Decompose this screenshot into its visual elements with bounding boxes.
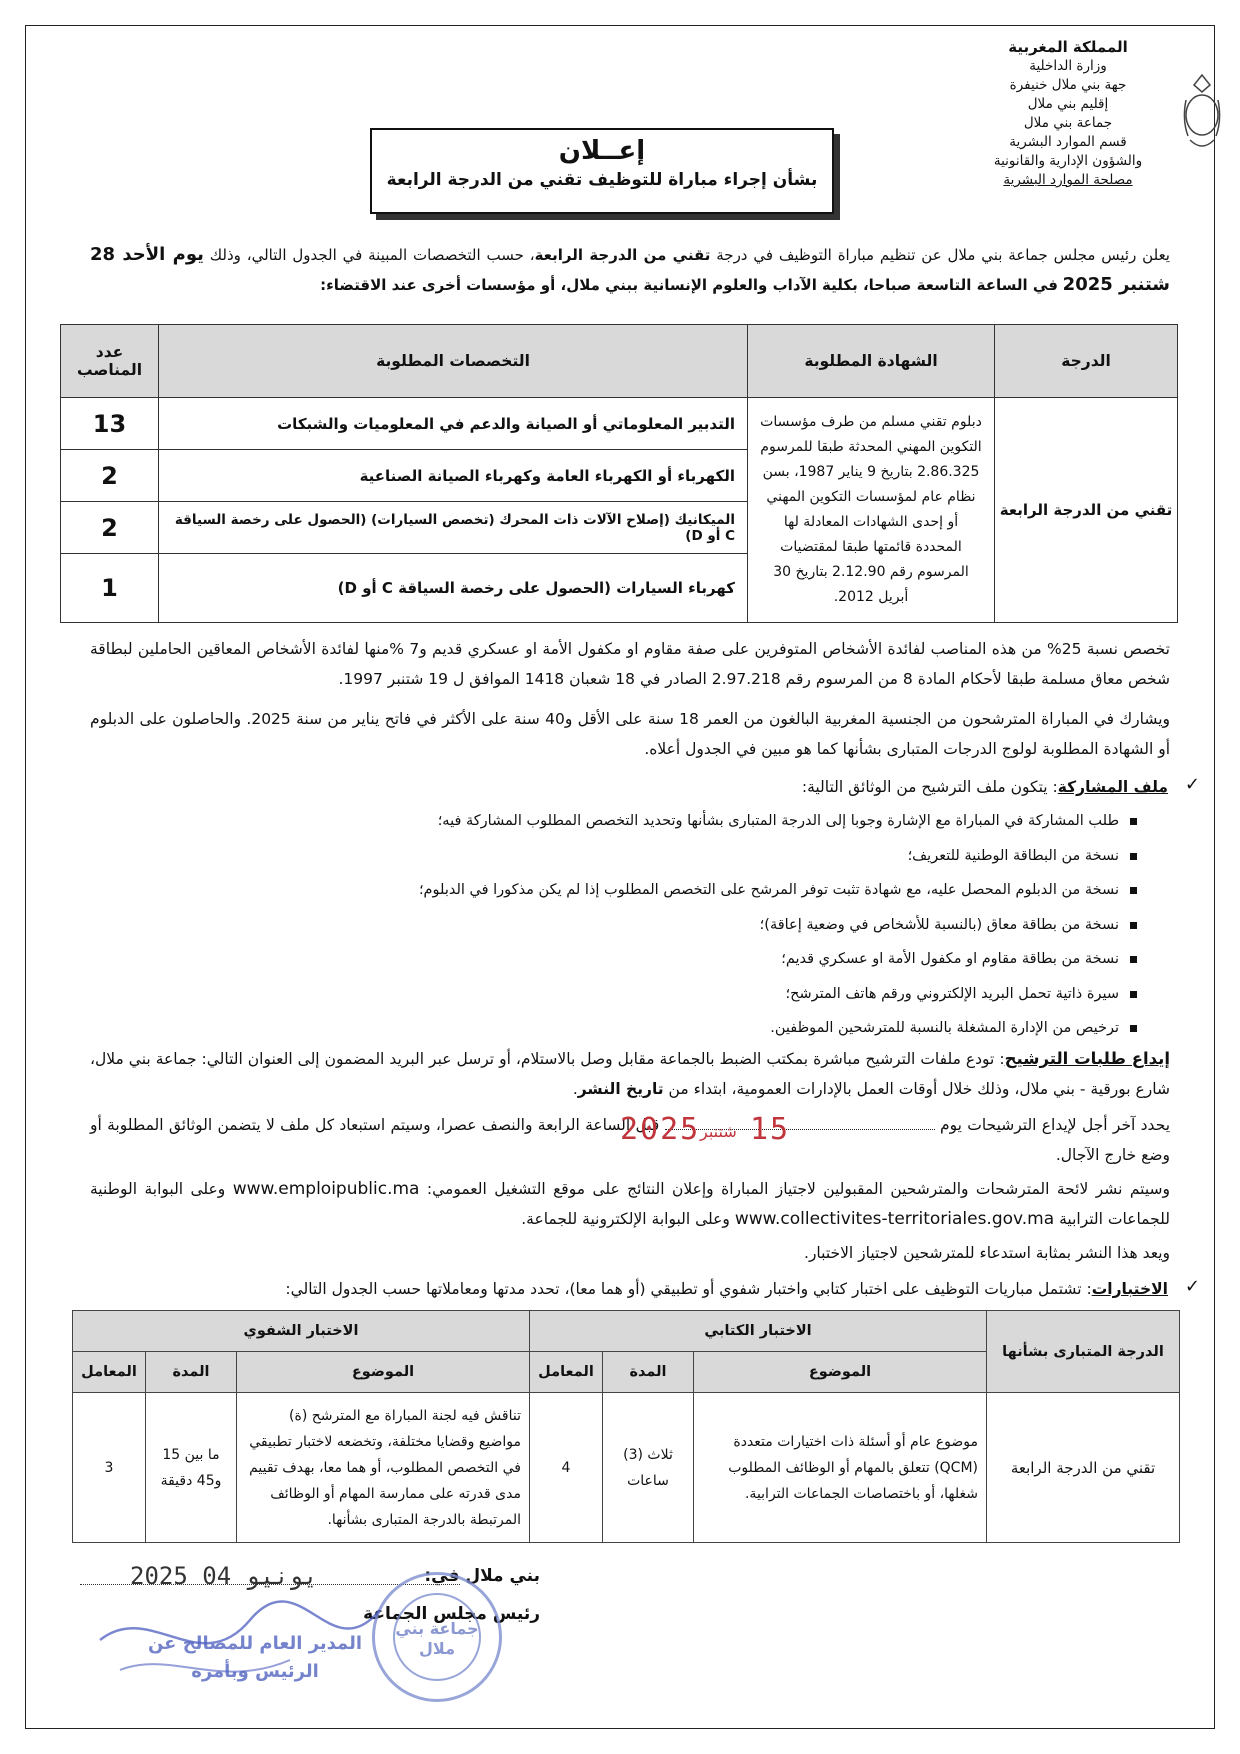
deadline-stamp-year: 2025 (620, 1112, 701, 1147)
written-duration-cell: ثلاث (3) ساعات (603, 1393, 694, 1543)
ministry-header (958, 38, 1178, 190)
specialty-cell: التدبير المعلوماتي أو الصيانة والدعم في المعلوميات والشبكات (159, 398, 748, 450)
announcement-title: إعــلان (558, 136, 646, 166)
col-oral: الاختبار الشفوي (73, 1311, 530, 1352)
deposit-text: : تودع ملفات الترشيح مباشرة بمكتب الضبط بالجماعة مقابل وصل بالاستلام، أو ترسل عبر البريد المضمون إلى العنوان التالي: جماعة بني ملال، شارع بورقية - بني ملال، وذلك خلال أوقات العمل بالإدارات العمومية، ابتداء من (90, 1050, 1170, 1098)
documents-list (145, 804, 1145, 1046)
table-header-row (61, 325, 1178, 398)
publication-text: وسيتم نشر لائحة المترشحات والمترشحين المقبولين لاجتياز المباراة وإعلان النتائج على موقع التشغيل العمومي: (426, 1180, 1170, 1198)
quota-paragraph: تخصص نسبة 25% من هذه المناصب لفائدة الأشخاص المتوفرين على صفة مقاوم او مكفول الأمة او عسكري قديم و7 %منها لفائدة الأشخاص المعاقين الحاملين لبطاقة شخص معاق مسلمة طبقا لأحكام المادة 8 من المرسوم رقم 2.97.218 الصادر في 18 شعبان 1418 الموافق ل 19 شتنبر 1997. (90, 640, 1170, 688)
count-cell: 13 (61, 398, 159, 450)
royal-emblem-icon (1180, 70, 1224, 160)
count-cell: 2 (61, 450, 159, 502)
dossier-intro: : يتكون ملف الترشيح من الوثائق التالية: (801, 778, 1058, 796)
signature-scribble-icon (90, 1580, 390, 1700)
written-subject-cell: موضوع عام أو أسئلة ذات اختيارات متعددة (QCM) تتعلق بالمهام أو الوظائف المطلوب شغلها، أو باختصاصات الجماعات الترابية. (694, 1393, 987, 1543)
list-item: نسخة من بطاقة معاق (بالنسبة للأشخاص في وضعية إعاقة)؛ (145, 908, 1145, 943)
announcement-subtitle: بشأن إجراء مباراة للتوظيف تقني من الدرجة الرابعة (386, 170, 818, 190)
header-line: جماعة بني ملال (1023, 115, 1113, 131)
check-icon: ✓ (1184, 774, 1200, 795)
eligibility-paragraph: ويشارك في المباراة المترشحون من الجنسية المغربية البالغون من العمر 18 سنة على الأقل و40 سنة على الأكثر في فاتح يناير من سنة 2025. والحاصلون على الدبلوم أو الشهادة المطلوبة لولوج الدرجات المتبارى بشأنها كما هو مبين في الجدول أعلاه. (90, 710, 1171, 758)
exam-date: يوم الأحد 28 شتنبر 2025 (90, 244, 1170, 295)
deposit-title: إيداع طلبات الترشيح (1004, 1049, 1171, 1068)
exams-heading (88, 1274, 1168, 1304)
col-certificate: الشهادة المطلوبة (748, 325, 995, 398)
deadline-text: قبل الساعة الرابعة والنصف عصرا، وسيتم استبعاد كل ملف لا يتضمن الوثائق المطلوبة أو وضع خارج الآجال. (90, 1116, 1170, 1164)
header-line: مصلحة الموارد البشرية (1003, 172, 1133, 188)
list-item: نسخة من بطاقة مقاوم او مكفول الأمة او عسكري قديم؛ (145, 942, 1145, 977)
header-line: والشؤون الإدارية والقانونية (993, 153, 1143, 169)
list-item: نسخة من الدبلوم المحصل عليه، مع شهادة تثبت توفر المرشح على التخصص المطلوب إذا لم يكن مذكورا في الدبلوم؛ (145, 873, 1145, 908)
oral-coef-cell: 3 (73, 1393, 146, 1543)
header-line: المملكة المغربية (1008, 38, 1128, 56)
intro-grade: تقني من الدرجة الرابعة (534, 246, 711, 264)
announcement-title-box (370, 128, 834, 214)
publication-text: وعلى البوابة الوطنية للجماعات الترابية (90, 1180, 1170, 1228)
header-line: وزارة الداخلية (1029, 58, 1107, 74)
specialty-cell: كهرباء السيارات (الحصول على رخصة السياقة C أو D) (159, 554, 748, 623)
intro-text: يعلن رئيس مجلس جماعة بني ملال عن تنظيم مباراة التوظيف في درجة (716, 246, 1170, 264)
col-written: الاختبار الكتابي (530, 1311, 987, 1352)
col-oral-duration: المدة (146, 1352, 237, 1393)
col-written-duration: المدة (603, 1352, 694, 1393)
col-grade: الدرجة (995, 325, 1178, 398)
count-cell: 1 (61, 554, 159, 623)
header-line: إقليم بني ملال (1027, 96, 1109, 112)
oral-duration-cell: ما بين 15 و45 دقيقة (146, 1393, 237, 1543)
list-item: ترخيص من الإدارة المشغلة بالنسبة للمترشحين الموظفين. (145, 1011, 1145, 1046)
col-written-subject: الموضوع (694, 1352, 987, 1393)
dossier-title: ملف المشاركة (1057, 778, 1168, 796)
written-coef-cell: 4 (530, 1393, 603, 1543)
exam-location: في الساعة التاسعة صباحا، بكلية الآداب والعلوم الإنسانية ببني ملال، أو مؤسسات أخرى عند الاقتضاء: (320, 276, 1058, 294)
specialty-cell: الميكانيك (إصلاح الآلات ذات المحرك (تخصص السيارات) (الحصول على رخصة السياقة C أو D) (159, 502, 748, 554)
header-line: قسم الموارد البشرية (1009, 134, 1127, 150)
table-row (61, 398, 1178, 450)
intro-text: ، حسب التخصصات المبينة في الجدول التالي، وذلك (209, 246, 535, 264)
list-item: نسخة من البطاقة الوطنية للتعريف؛ (145, 839, 1145, 874)
grade-cell: تقني من الدرجة الرابعة (995, 398, 1178, 623)
exams-intro: : تشتمل مباريات التوظيف على اختبار كتابي واختبار شفوي أو تطبيقي (أو هما معا)، تحدد مدتها ومعاملاتها حسب الجدول التالي: (285, 1280, 1092, 1298)
col-specialty: التخصصات المطلوبة (159, 325, 748, 398)
col-oral-coef: المعامل (73, 1352, 146, 1393)
publication-text: وعلى البوابة الإلكترونية للجماعة. (521, 1210, 730, 1228)
deposit-paragraph: إيداع طلبات الترشيح: تودع ملفات الترشيح مباشرة بمكتب الضبط بالجماعة مقابل وصل بالاستلام، أو ترسل عبر البريد المضمون إلى العنوان التالي: جماعة بني ملال، شارع بورقية - بني ملال، وذلك خلال أوقات العمل بالإدارات العمومية، ابتداء من تاريخ النشر. (90, 1049, 1171, 1098)
table-header-row (73, 1311, 1180, 1352)
table-row (73, 1393, 1180, 1543)
positions-table (60, 324, 1178, 623)
oral-subject-cell: تناقش فيه لجنة المباراة مع المترشح (ة) مواضيع وقضايا مختلفة، وتخضعه لاختبار تطبيقي في التخصص المطلوب، أو هما معا، بهدف تقييم مدى قدرته على ممارسة المهام أو الوظائف المرتبطة بالدرجة المتبارى بشأنها. (237, 1393, 530, 1543)
exams-title: الاختبارات (1091, 1280, 1168, 1298)
deadline-text: يحدد آخر أجل لإيداع الترشيحات يوم (940, 1116, 1171, 1134)
handwritten-signature: المدير العام للمصالح عن الرئيس وبأمره (147, 1633, 363, 1682)
col-oral-subject: الموضوع (237, 1352, 530, 1393)
deadline-stamp-month: شتنبر (700, 1122, 737, 1141)
deposit-start: تاريخ النشر (577, 1080, 664, 1098)
certificate-cell: دبلوم تقني مسلم من طرف مؤسسات التكوين المهني المحدثة طبقا للمرسوم 2.86.325 بتاريخ 9 يناير 1987، بسن نظام عام لمؤسسات التكوين المهني أو إحدى الشهادات المعادلة لها المحددة قائمتها طبقا لمقتضيات المرسوم رقم 2.12.90 بتاريخ 30 أبريل 2012. (748, 398, 995, 623)
signatory-title: رئيس مجلس الجماعة (363, 1604, 540, 1624)
specialty-cell: الكهرباء أو الكهرباء العامة وكهرباء الصيانة الصناعية (159, 450, 748, 502)
signature-place: بني ملال في: (424, 1566, 540, 1586)
commune-seal (372, 1572, 502, 1702)
col-exam-grade: الدرجة المتبارى بشأنها (987, 1311, 1180, 1393)
publication-paragraph (90, 1174, 1170, 1234)
col-written-coef: المعامل (530, 1352, 603, 1393)
deadline-stamp-day: 15 (750, 1112, 791, 1147)
dossier-heading (88, 772, 1168, 802)
list-item: سيرة ذاتية تحمل البريد الإلكتروني ورقم هاتف المترشح؛ (145, 977, 1145, 1012)
exam-grade-cell: تقني من الدرجة الرابعة (987, 1393, 1180, 1543)
convocation-note: ويعد هذا النشر بمثابة استدعاء للمترشحين لاجتياز الاختبار. (804, 1244, 1170, 1262)
count-cell: 2 (61, 502, 159, 554)
seal-text: جماعة بني ملال (395, 1619, 479, 1658)
check-icon: ✓ (1184, 1276, 1200, 1297)
col-count: عدد المناصب (61, 325, 159, 398)
emploipublic-link[interactable]: www.emploipublic.ma (232, 1179, 420, 1199)
exams-table (72, 1310, 1180, 1543)
signature-stamp-date: 2025 يونيو 04 (130, 1562, 318, 1590)
header-line: جهة بني ملال خنيفرة (1009, 77, 1127, 93)
collectivites-link[interactable]: www.collectivites-territoriales.gov.ma (734, 1209, 1055, 1229)
intro-paragraph (90, 240, 1170, 300)
list-item: طلب المشاركة في المباراة مع الإشارة وجوبا إلى الدرجة المتبارى بشأنها وتحديد التخصص المطلوب المشاركة فيه؛ (145, 804, 1145, 839)
